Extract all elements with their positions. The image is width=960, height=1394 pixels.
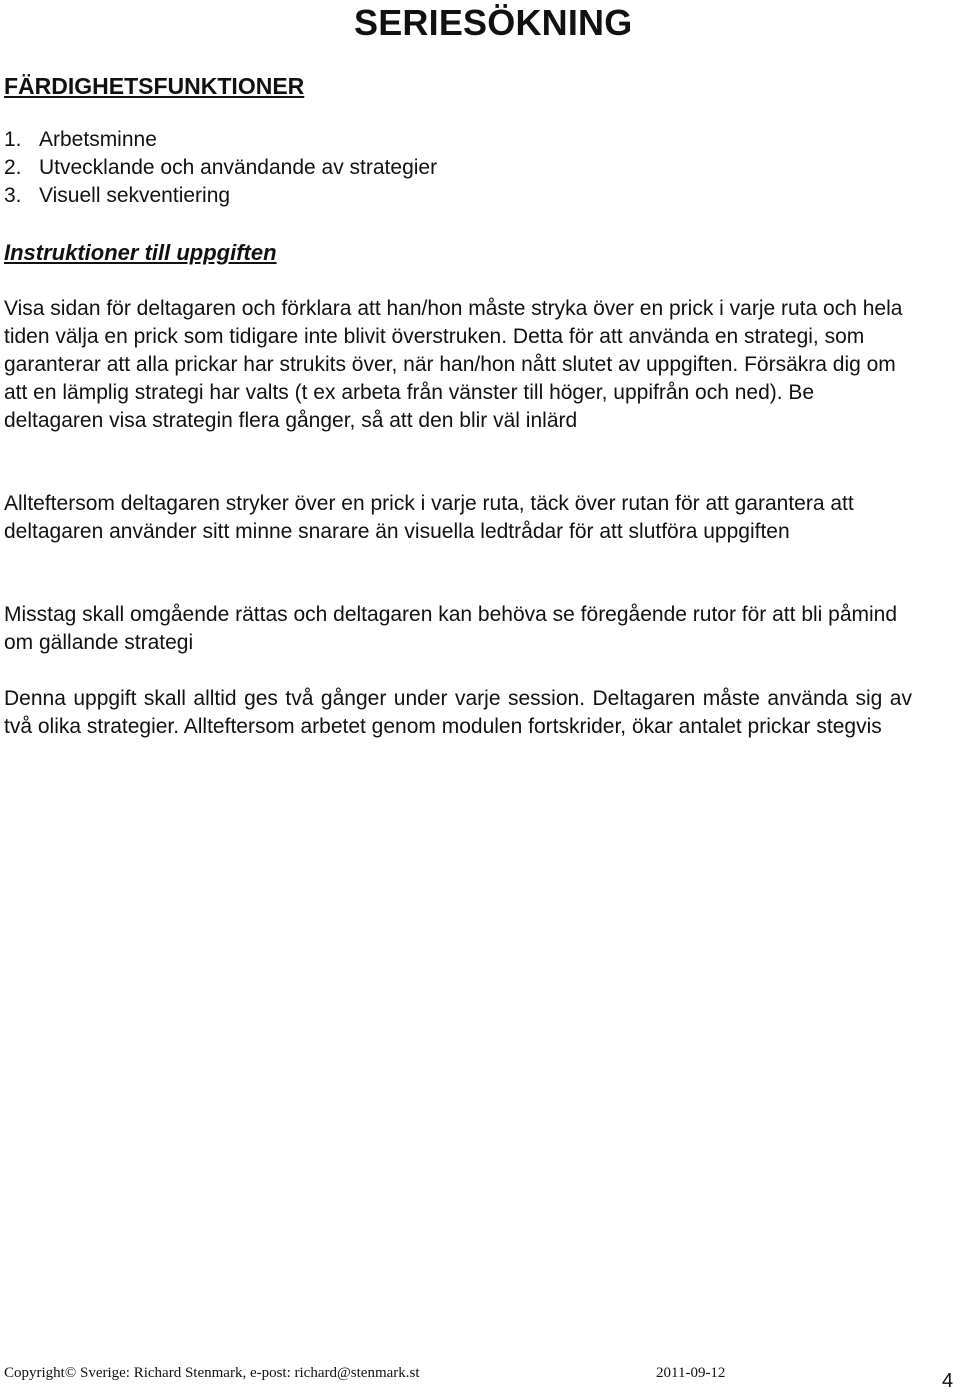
paragraph-instructions-2: Allteftersom deltagaren stryker över en prick i varje ruta, täck över rutan för att garantera att deltagaren använder sitt minne snarare än visuella ledtrådar för att slutföra uppgiften (4, 492, 854, 543)
footer-date: 2011-09-12 (656, 1365, 726, 1381)
paragraph-instructions-4: Denna uppgift skall alltid ges två gånger under varje session. Deltagaren måste använda sig av två olika strategier. Allteftersom arbetet genom modulen fortskrider, ökar antalet prickar stegvis (4, 687, 912, 738)
footer-copyright: Copyright© Sverige: Richard Stenmark, e-post: richard@stenmark.st (4, 1365, 420, 1381)
section-heading-skills: FÄRDIGHETSFUNKTIONER (4, 73, 305, 99)
list-item (4, 154, 437, 182)
list-item-number: 3. (4, 184, 22, 207)
paragraph-instructions-1: Visa sidan för deltagaren och förklara att han/hon måste stryka över en prick i varje ruta och hela tiden välja en prick som tidigare inte blivit överstruken. Detta för att använda en strategi, som garanterar att alla prickar har strukits över, när han/hon nått slutet av uppgiften. Försäkra dig om att en lämplig strategi har valts (t ex arbeta från vänster till höger, uppifrån och ned). Be deltagaren visa strategin flera gånger, så att den blir väl inlärd (4, 297, 903, 432)
page-title: SERIESÖKNING (354, 2, 633, 43)
instructions-heading: Instruktioner till uppgiften (4, 240, 277, 265)
list-item (4, 126, 437, 154)
page-number: 4 (942, 1370, 954, 1392)
skill-list (4, 126, 437, 210)
list-item-label: Utvecklande och användande av strategier (39, 156, 438, 179)
list-item (4, 182, 437, 210)
list-item-label: Visuell sekventiering (39, 184, 231, 207)
list-item-number: 1. (4, 128, 22, 151)
list-item-label: Arbetsminne (39, 128, 157, 151)
paragraph-instructions-3: Misstag skall omgående rättas och deltagaren kan behöva se föregående rutor för att bli påmind om gällande strategi (4, 603, 898, 654)
list-item-number: 2. (4, 156, 22, 179)
